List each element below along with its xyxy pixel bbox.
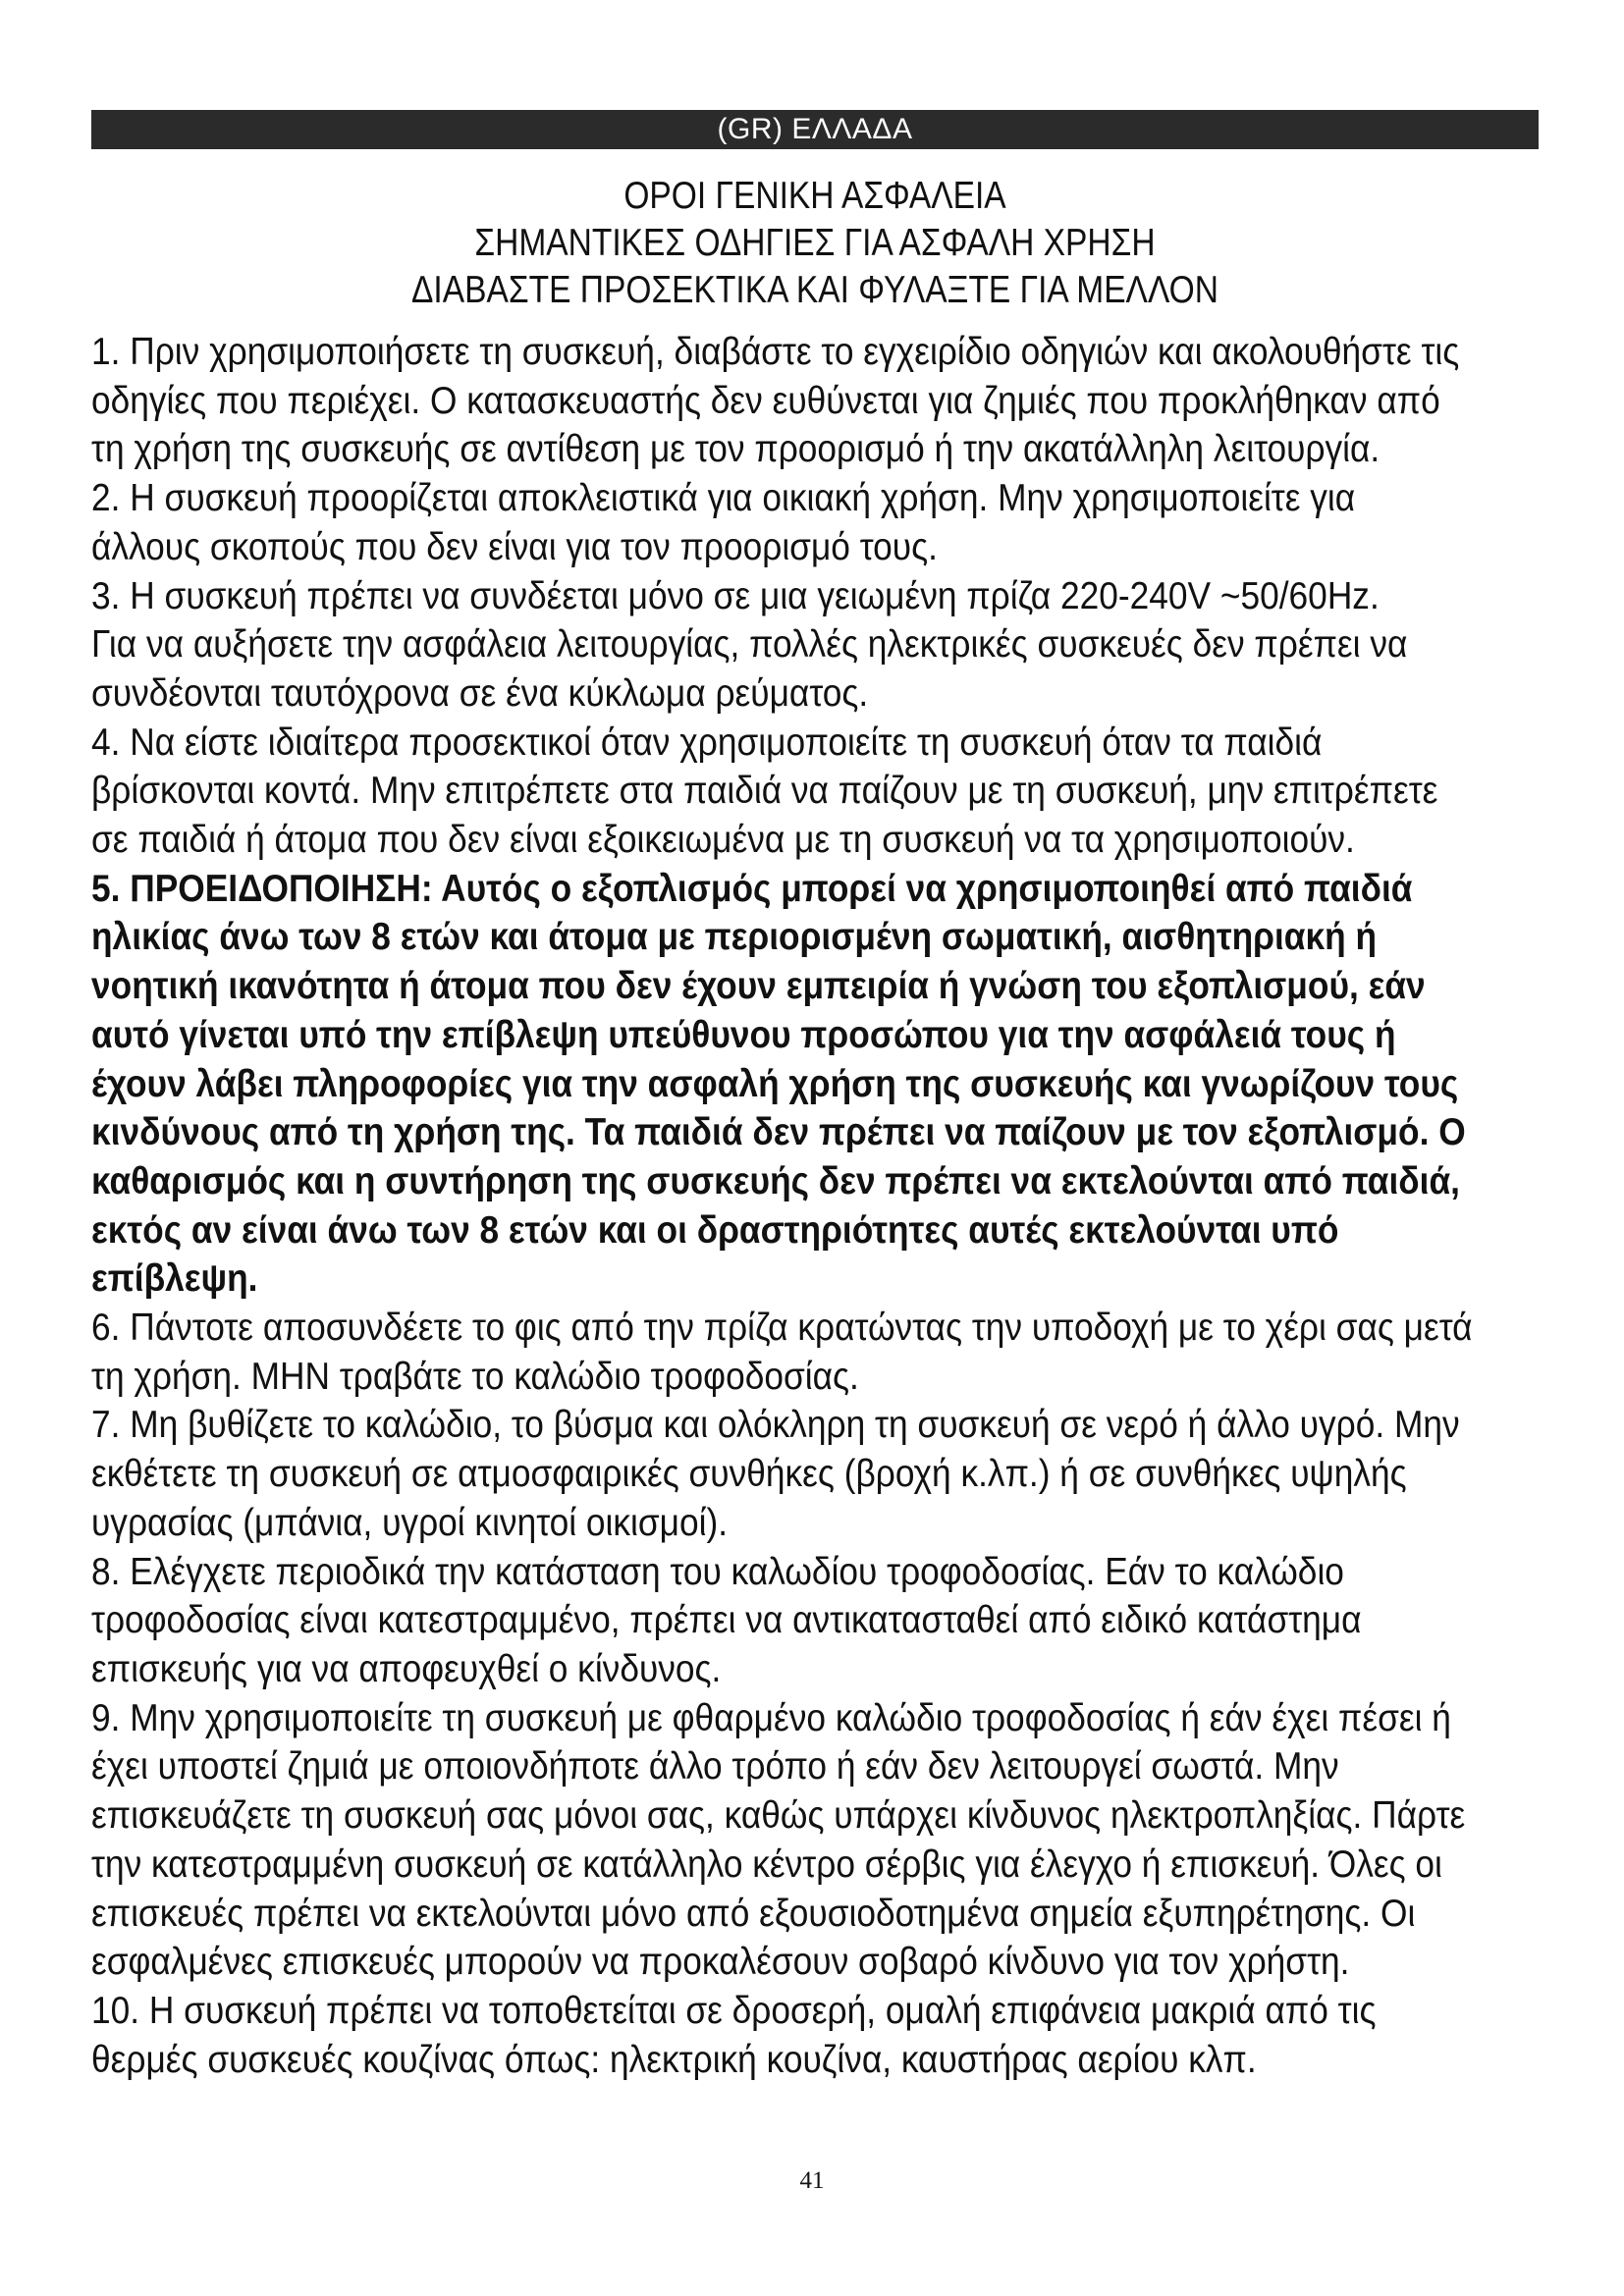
- text-line: αυτό γίνεται υπό την επίβλεψη υπεύθυνου προσώπου για την ασφάλειά τους ή: [91, 1013, 1396, 1056]
- text-line: εσφαλμένες επισκευές μπορούν να προκαλέσουν σοβαρό κίνδυνο για τον χρήστη.: [91, 1941, 1350, 1984]
- text-line: 2. Η συσκευή προορίζεται αποκλειστικά για οικιακή χρήση. Μην χρησιμοποιείτε για: [91, 477, 1356, 520]
- text-line: 10. Η συσκευή πρέπει να τοποθετείται σε δροσερή, ομαλή επιφάνεια μακριά από τις: [91, 1989, 1377, 2032]
- text-line: την κατεστραμμένη συσκευή σε κατάλληλο κέντρο σέρβις για έλεγχο ή επισκευή. Όλες οι: [91, 1842, 1442, 1886]
- text-line: εκτός αν είναι άνω των 8 ετών και οι δραστηριότητες αυτές εκτελούνται υπό: [91, 1208, 1339, 1252]
- instruction-8: [91, 1548, 1548, 1694]
- text-line: 6. Πάντοτε αποσυνδέετε το φις από την πρίζα κρατώντας την υποδοχή με το χέρι σας μετά: [91, 1307, 1473, 1350]
- text-line: βρίσκονται κοντά. Μην επιτρέπετε στα παιδιά να παίζουν με τη συσκευή, μην επιτρέπετε: [91, 770, 1438, 813]
- text-line: 5. ΠΡΟΕΙΔΟΠΟΙΗΣΗ: Αυτός ο εξοπλισμός μπορεί να χρησιμοποιηθεί από παιδιά: [91, 867, 1413, 910]
- instruction-7: [91, 1401, 1548, 1547]
- section-header-bar: [91, 110, 1539, 149]
- instruction-10: [91, 1987, 1548, 2084]
- text-line: τη χρήση. ΜΗΝ τραβάτε το καλώδιο τροφοδοσίας.: [91, 1355, 859, 1398]
- section-label: (GR) ΕΛΛΑΔΑ: [717, 113, 913, 145]
- text-line: άλλους σκοπούς που δεν είναι για τον προορισμό τους.: [91, 525, 938, 568]
- text-line: επισκευής για να αποφευχθεί ο κίνδυνος.: [91, 1647, 722, 1690]
- text-line: εκθέτετε τη συσκευή σε ατμοσφαιρικές συνθήκες (βροχή κ.λπ.) ή σε συνθήκες υψηλής: [91, 1453, 1407, 1496]
- text-line: Για να αυξήσετε την ασφάλεια λειτουργίας, πολλές ηλεκτρικές συσκευές δεν πρέπει να: [91, 623, 1408, 667]
- safety-instructions: [91, 328, 1548, 2084]
- text-line: καθαρισμός και η συντήρηση της συσκευής δεν πρέπει να εκτελούνται από παιδιά,: [91, 1159, 1460, 1202]
- title-line-1: ΟΡΟΙ ΓΕΝΙΚΗ ΑΣΦΑΛΕΙΑ: [623, 175, 1006, 217]
- instruction-9: [91, 1694, 1548, 1987]
- text-line: θερμές συσκευές κουζίνας όπως: ηλεκτρική κουζίνα, καυστήρας αερίου κλπ.: [91, 2038, 1257, 2081]
- text-line: έχει υποστεί ζημιά με οποιονδήποτε άλλο τρόπο ή εάν δεν λειτουργεί σωστά. Μην: [91, 1745, 1339, 1789]
- text-line: σε παιδιά ή άτομα που δεν είναι εξοικειωμένα με τη συσκευή να τα χρησιμοποιούν.: [91, 819, 1355, 862]
- text-line: 3. Η συσκευή πρέπει να συνδέεται μόνο σε μια γειωμένη πρίζα 220-240V ~50/60Hz.: [91, 574, 1380, 617]
- text-line: 1. Πριν χρησιμοποιήσετε τη συσκευή, διαβάστε το εγχειρίδιο οδηγιών και ακολουθήστε τις: [91, 331, 1460, 373]
- text-line: οδηγίες που περιέχει. Ο κατασκευαστής δεν ευθύνεται για ζημιές που προκλήθηκαν από: [91, 379, 1440, 422]
- instruction-5-warning: [91, 865, 1548, 1304]
- instruction-4: [91, 719, 1548, 865]
- title-line-2: ΣΗΜΑΝΤΙΚΕΣ ΟΔΗΓΙΕΣ ΓΙΑ ΑΣΦΑΛΗ ΧΡΗΣΗ: [474, 222, 1156, 264]
- text-line: 4. Να είστε ιδιαίτερα προσεκτικοί όταν χρησιμοποιείτε τη συσκευή όταν τα παιδιά: [91, 721, 1323, 764]
- text-line: 7. Μη βυθίζετε το καλώδιο, το βύσμα και ολόκληρη τη συσκευή σε νερό ή άλλο υγρό. Μην: [91, 1404, 1460, 1447]
- text-line: επίβλεψη.: [91, 1257, 258, 1301]
- document-titles: [192, 173, 1437, 314]
- text-line: 8. Ελέγχετε περιοδικά την κατάσταση του καλωδίου τροφοδοσίας. Εάν το καλώδιο: [91, 1550, 1344, 1593]
- instruction-3: [91, 572, 1548, 719]
- page-number: 41: [799, 2167, 825, 2194]
- text-line: επισκευάζετε τη συσκευή σας μόνοι σας, καθώς υπάρχει κίνδυνος ηλεκτροπληξίας. Πάρτε: [91, 1794, 1466, 1838]
- text-line: κινδύνους από τη χρήση της. Τα παιδιά δεν πρέπει να παίζουν με τον εξοπλισμό. Ο: [91, 1111, 1466, 1154]
- text-line: νοητική ικανότητα ή άτομα που δεν έχουν εμπειρία ή γνώση του εξοπλισμού, εάν: [91, 965, 1426, 1008]
- text-line: τροφοδοσίας είναι κατεστραμμένο, πρέπει να αντικατασταθεί από ειδικό κατάστημα: [91, 1599, 1362, 1642]
- text-line: υγρασίας (μπάνια, υγροί κινητοί οικισμοί).: [91, 1501, 729, 1544]
- instruction-1: [91, 328, 1548, 474]
- instruction-2: [91, 474, 1548, 571]
- text-line: ηλικίας άνω των 8 ετών και άτομα με περιορισμένη σωματική, αισθητηριακή ή: [91, 916, 1378, 959]
- title-line-3: ΔΙΑΒΑΣΤΕ ΠΡΟΣΕΚΤΙΚΑ ΚΑΙ ΦΥΛΑΞΤΕ ΓΙΑ ΜΕΛΛΟΝ: [411, 269, 1218, 311]
- text-line: τη χρήση της συσκευής σε αντίθεση με τον προορισμό ή την ακατάλληλη λειτουργία.: [91, 428, 1380, 471]
- instruction-6: [91, 1304, 1548, 1401]
- text-line: έχουν λάβει πληροφορίες για την ασφαλή χρήση της συσκευής και γνωρίζουν τους: [91, 1062, 1459, 1105]
- text-line: συνδέονται ταυτόχρονα σε ένα κύκλωμα ρεύματος.: [91, 671, 869, 715]
- text-line: 9. Μην χρησιμοποιείτε τη συσκευή με φθαρμένο καλώδιο τροφοδοσίας ή εάν έχει πέσει ή: [91, 1696, 1451, 1739]
- text-line: επισκευές πρέπει να εκτελούνται μόνο από εξουσιοδοτημένα σημεία εξυπηρέτησης. Οι: [91, 1892, 1416, 1935]
